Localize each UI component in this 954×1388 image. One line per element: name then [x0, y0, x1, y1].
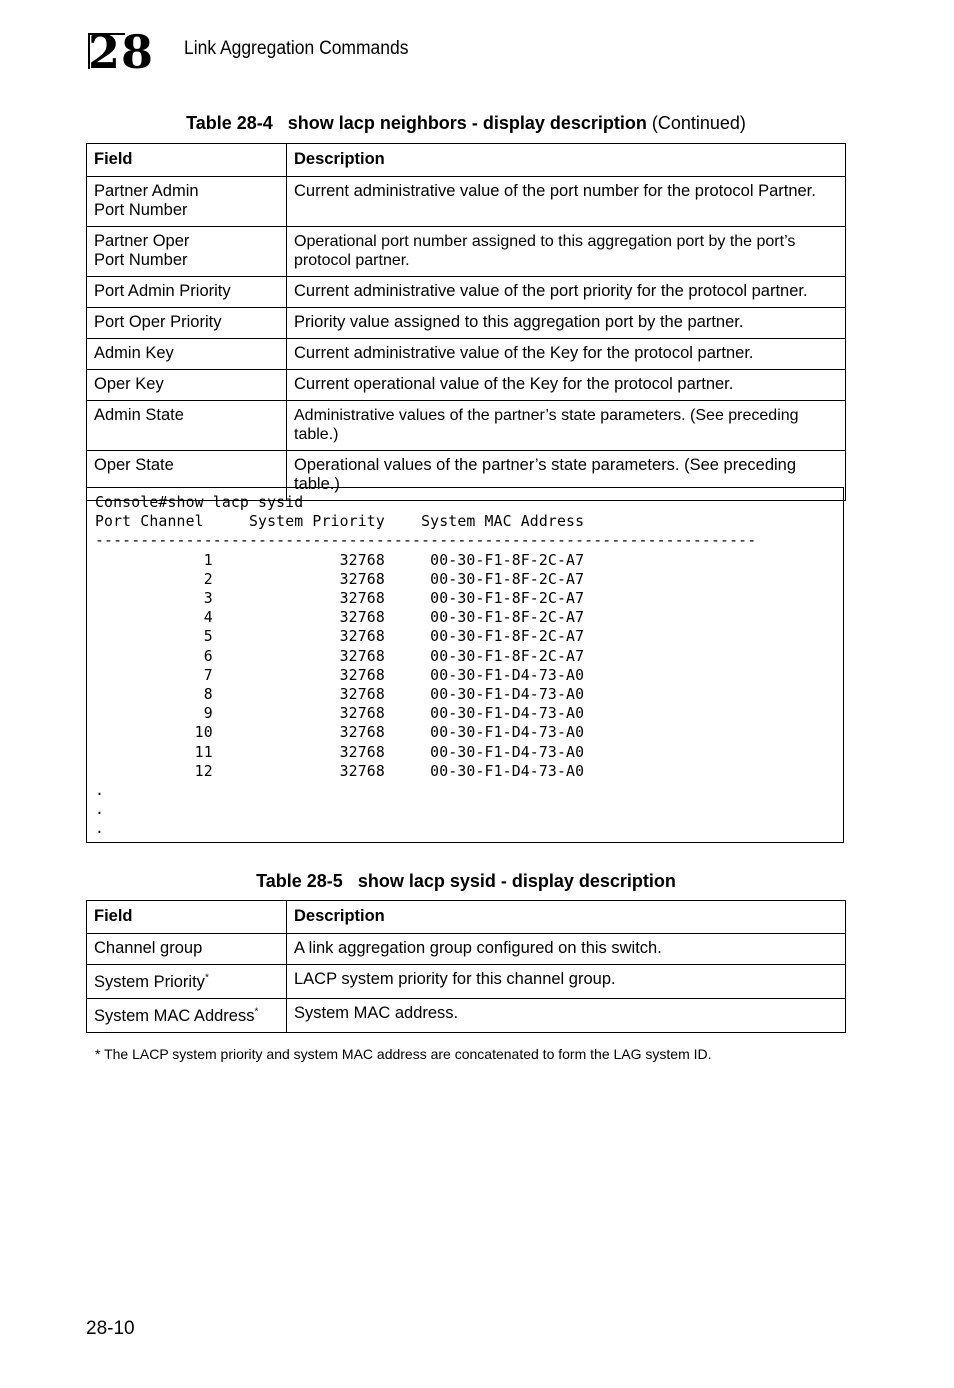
description-cell: Administrative values of the partner’s state parameters. (See preceding table.): [287, 401, 846, 451]
table4-caption: [86, 113, 846, 134]
description-cell: Current administrative value of the port priority for the protocol partner.: [287, 277, 846, 308]
header-description: Description: [287, 144, 846, 177]
console-row: 4 32768 00-30-F1-8F-2C-A7: [95, 609, 585, 627]
description-cell: Operational values of the partner’s state parameters. (See preceding table.): [287, 451, 846, 501]
field-line: Partner Oper: [94, 232, 190, 250]
table4-caption-suffix: (Continued): [651, 113, 746, 133]
table-row: [87, 965, 846, 999]
field-cell: [87, 227, 287, 277]
field-cell: Channel group: [87, 934, 287, 965]
field-cell: Oper Key: [87, 370, 287, 401]
footnote-marker: *: [204, 972, 209, 984]
table-header-row: [87, 144, 846, 177]
description-cell: Current administrative value of the port number for the protocol Partner.: [287, 177, 846, 227]
description-cell: System MAC address.: [287, 999, 846, 1033]
table-row: [87, 277, 846, 308]
table4-caption-title: show lacp neighbors - display description: [287, 113, 647, 133]
console-ellipsis: .: [95, 820, 105, 838]
console-row: 10 32768 00-30-F1-D4-73-A0: [95, 724, 585, 742]
console-row: 8 32768 00-30-F1-D4-73-A0: [95, 686, 585, 704]
footnote-marker: *: [254, 1006, 259, 1018]
field-line: Port Number: [94, 251, 188, 269]
table5-caption-number: Table 28-5: [256, 871, 343, 891]
field-text: System Priority: [94, 973, 205, 991]
field-line: Port Number: [94, 201, 188, 219]
description-cell: LACP system priority for this channel group.: [287, 965, 846, 999]
field-cell: [87, 999, 287, 1033]
table5-caption: [86, 871, 846, 892]
console-row: 7 32768 00-30-F1-D4-73-A0: [95, 666, 585, 684]
console-row: 12 32768 00-30-F1-D4-73-A0: [95, 762, 585, 780]
table-row: [87, 308, 846, 339]
field-cell: Admin State: [87, 401, 287, 451]
footnote: * The LACP system priority and system MAC address are concatenated to form the LAG system ID.: [95, 1046, 712, 1062]
page-number: 28-10: [86, 1318, 135, 1339]
table-row: [87, 401, 846, 451]
table-row: [87, 999, 846, 1033]
table-header-row: [87, 901, 846, 934]
console-row: 6 32768 00-30-F1-8F-2C-A7: [95, 647, 585, 665]
chapter-number: 28: [88, 25, 155, 79]
console-column-headers: Port Channel System Priority System MAC Address: [95, 513, 585, 531]
table-row: [87, 177, 846, 227]
header-field: Field: [87, 901, 287, 934]
table-row: [87, 227, 846, 277]
header-description: Description: [287, 901, 846, 934]
field-text: System MAC Address: [94, 1007, 255, 1025]
table-row: [87, 934, 846, 965]
table-row: [87, 339, 846, 370]
console-row: 3 32768 00-30-F1-8F-2C-A7: [95, 590, 585, 608]
field-cell: Admin Key: [87, 339, 287, 370]
field-cell: Port Admin Priority: [87, 277, 287, 308]
field-line: Partner Admin: [94, 182, 199, 200]
description-cell: Current operational value of the Key for the protocol partner.: [287, 370, 846, 401]
console-ellipsis: .: [95, 801, 105, 819]
field-cell: Oper State: [87, 451, 287, 501]
console-output-text: [95, 493, 756, 839]
table4-caption-number: Table 28-4: [186, 113, 273, 133]
description-cell: Operational port number assigned to this aggregation port by the port’s protocol partner.: [287, 227, 846, 277]
console-row: 9 32768 00-30-F1-D4-73-A0: [95, 705, 585, 723]
console-row: 2 32768 00-30-F1-8F-2C-A7: [95, 570, 585, 588]
console-row: 1 32768 00-30-F1-8F-2C-A7: [95, 551, 585, 569]
console-command: Console#show lacp sysid: [95, 494, 304, 511]
console-row: 11 32768 00-30-F1-D4-73-A0: [95, 743, 585, 761]
description-cell: Current administrative value of the Key for the protocol partner.: [287, 339, 846, 370]
description-cell: A link aggregation group configured on this switch.: [287, 934, 846, 965]
field-cell: [87, 965, 287, 999]
table5: [86, 900, 846, 1033]
console-row: 5 32768 00-30-F1-8F-2C-A7: [95, 628, 585, 646]
description-cell: Priority value assigned to this aggregation port by the partner.: [287, 308, 846, 339]
header-field: Field: [87, 144, 287, 177]
chapter-title: Link Aggregation Commands: [184, 38, 409, 59]
field-cell: Port Oper Priority: [87, 308, 287, 339]
field-cell: [87, 177, 287, 227]
table-row: [87, 370, 846, 401]
console-ellipsis: .: [95, 782, 105, 800]
console-output-box: [86, 487, 844, 843]
table5-caption-title: show lacp sysid - display description: [357, 871, 676, 891]
console-separator: -------------------------------------------------------------------------: [95, 532, 757, 550]
table4: [86, 143, 846, 501]
